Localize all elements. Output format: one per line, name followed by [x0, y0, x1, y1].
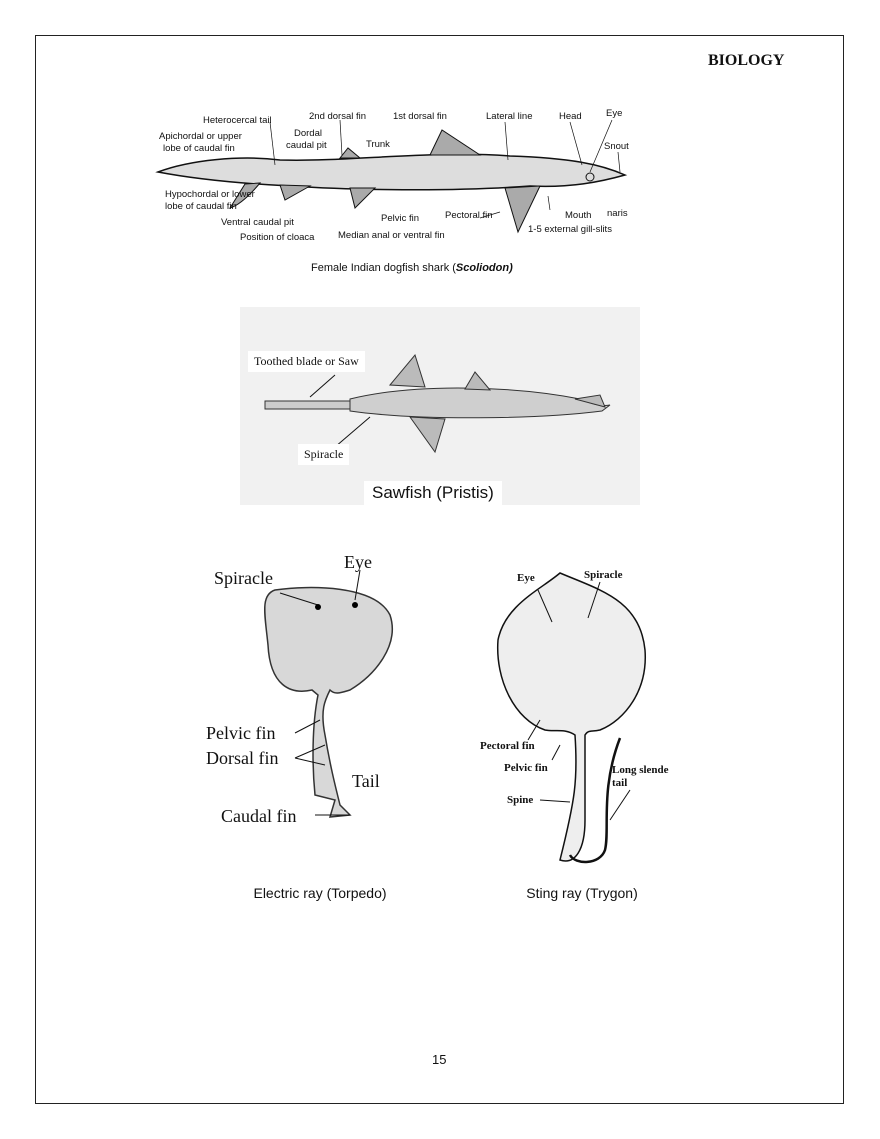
label-dorsal-fin: Dorsal fin [206, 748, 279, 768]
label-spiracle: Spiracle [584, 569, 623, 581]
label-spine: Spine [507, 794, 534, 806]
label-tail: tail [612, 777, 628, 789]
label-pelvic-fin: Pelvic fin [381, 213, 420, 224]
sawfish-figure [240, 307, 640, 505]
label-eye: Eye [344, 552, 372, 572]
label-caudal-pit: caudal pit [286, 140, 327, 151]
label-trunk: Trunk [366, 139, 390, 150]
shark-caption-text: Female Indian dogfish shark ( [311, 262, 456, 274]
label-apichordal-2: lobe of caudal fin [163, 143, 235, 154]
label-1st-dorsal-fin: 1st dorsal fin [393, 111, 447, 122]
label-pectoral-fin: Pectoral fin [445, 210, 493, 221]
label-tail: Tail [352, 771, 380, 791]
label-long-slender: Long slende [612, 764, 669, 776]
sawfish-drawing [240, 307, 640, 505]
label-hypochordal-2: lobe of caudal fin [165, 201, 237, 212]
label-dordal: Dordal [294, 128, 322, 139]
shark-caption-species: Scoliodon) [455, 262, 513, 274]
label-spiracle: Spiracle [214, 568, 273, 588]
label-apichordal-1: Apichordal or upper [159, 131, 242, 142]
label-caudal-fin: Caudal fin [221, 806, 297, 826]
label-median-anal-fin: Median anal or ventral fin [338, 230, 445, 241]
sting-ray-caption: Sting ray (Trygon) [526, 885, 638, 901]
label-position-of-cloaca: Position of cloaca [240, 232, 315, 243]
subject-header: BIOLOGY [708, 52, 785, 69]
label-eye: Eye [606, 108, 623, 119]
label-hypochordal-1: Hypochordal or lower [165, 189, 255, 200]
label-mouth: Mouth [565, 210, 592, 221]
page-number: 15 [432, 1052, 447, 1067]
label-head: Head [559, 111, 582, 122]
label-eye: Eye [517, 572, 535, 584]
label-toothed-blade: Toothed blade or Saw [248, 351, 365, 372]
label-heterocercal-tail: Heterocercal tail [203, 115, 272, 126]
electric-ray-caption: Electric ray (Torpedo) [253, 885, 387, 901]
label-pelvic-fin: Pelvic fin [206, 723, 276, 743]
shark-caption [311, 262, 513, 274]
label-gill-slits: 1-5 external gill-slits [528, 224, 612, 235]
label-spiracle: Spiracle [298, 444, 349, 465]
label-naris: naris [607, 208, 628, 219]
sting-ray-drawing [460, 560, 700, 880]
label-snout: Snout [604, 141, 629, 152]
label-pelvic-fin: Pelvic fin [504, 762, 548, 774]
label-pectoral-fin: Pectoral fin [480, 740, 535, 752]
label-2nd-dorsal-fin: 2nd dorsal fin [309, 111, 367, 122]
label-ventral-caudal-pit: Ventral caudal pit [221, 217, 294, 228]
sawfish-caption: Sawfish (Pristis) [364, 481, 502, 505]
label-lateral-line: Lateral line [486, 111, 533, 122]
